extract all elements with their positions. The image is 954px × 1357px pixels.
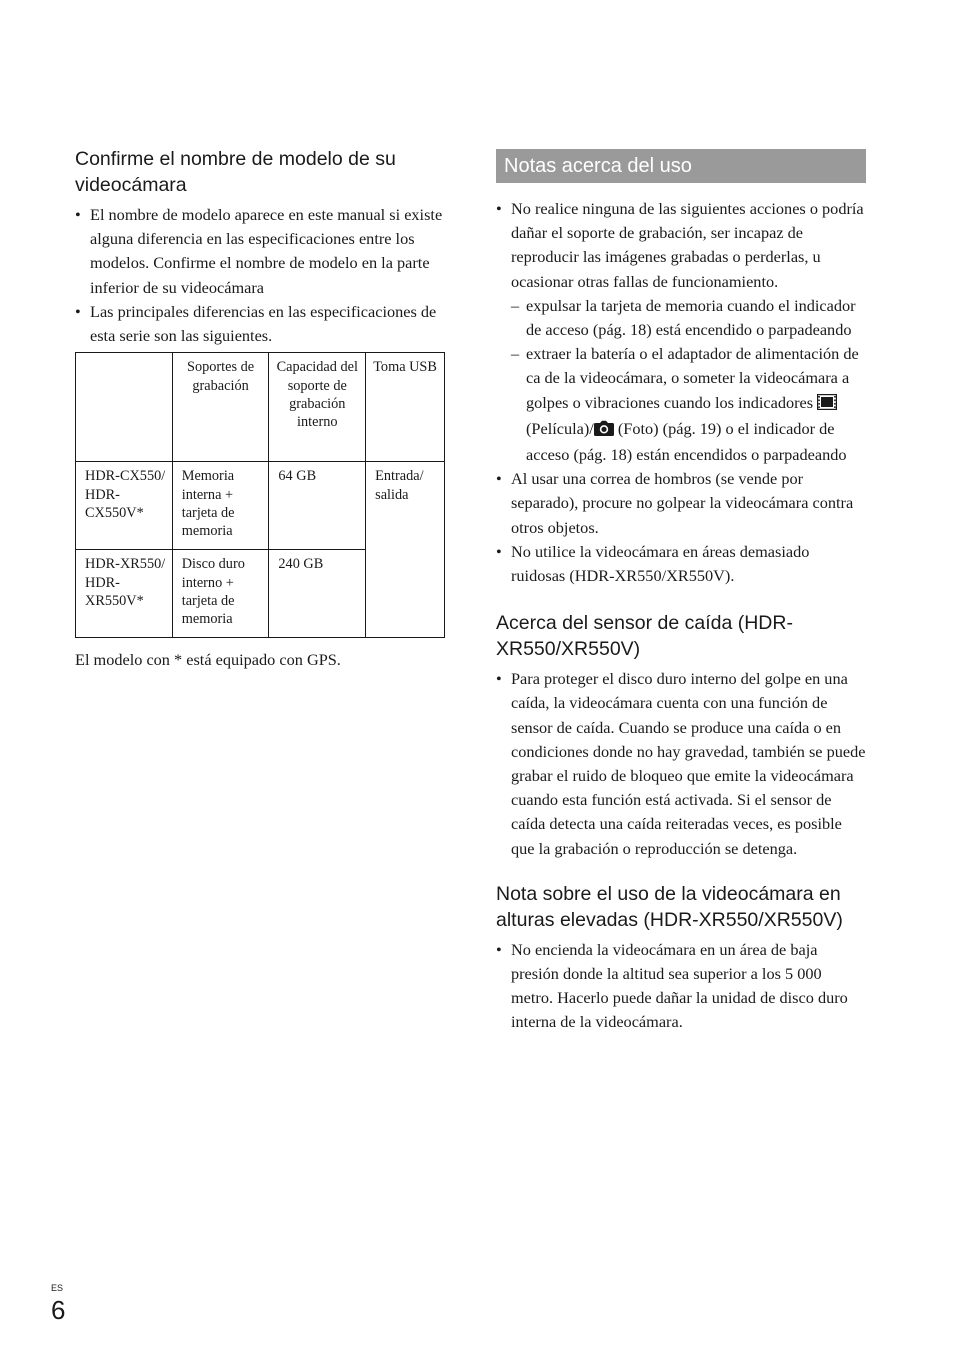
section-heading-model: Confirme el nombre de modelo de su videocámara xyxy=(75,148,396,196)
list-item-text: No realice ninguna de las siguientes acciones o podría dañar el soporte de grabación, ser incapaz de reproducir las imágenes grabadas o perderlas, u ocasionar otras fallas de funcionamiento. xyxy=(511,199,864,291)
dash-text: (Foto) (pág. 19) o el indicador de acceso (pág. 18) están encendidos o parpadeando xyxy=(526,418,847,465)
table-header-cell: Toma USB xyxy=(366,353,445,462)
list-item: • Para proteger el disco duro interno del golpe en una caída, la videocámara cuenta con una función de sensor de caída. Cuando se produce una caída o en condiciones donde no hay gravedad, también se puede grabar el ruido de bloqueo que emite la videocámara cuando esta función está activada. Si el sensor de caída detecta una caída reiteradas veces, es posible que la grabación o reproducción se detenga. xyxy=(496,667,866,861)
list-item xyxy=(496,197,866,467)
section-banner: Notas acerca del uso xyxy=(496,149,866,183)
left-column xyxy=(75,146,445,672)
camera-icon xyxy=(594,419,614,443)
table-header-cell: Soportes de grabación xyxy=(172,353,269,462)
gps-note: El modelo con * está equipado con GPS. xyxy=(75,650,341,670)
table-row xyxy=(76,462,445,550)
right-column xyxy=(496,149,866,1035)
table-cell-capacity: 64 GB xyxy=(269,462,366,550)
model-bullet-list xyxy=(75,203,445,348)
table-cell-media: Disco duro interno + tarjeta de memoria xyxy=(172,550,269,638)
dash-text: extraer la batería o el adaptador de alimentación de ca de la videocámara, o someter la videocámara a golpes o vibraciones cuando los indicadores xyxy=(526,344,859,412)
language-code: ES xyxy=(51,1283,64,1293)
page-footer xyxy=(51,1283,65,1325)
table-cell-media: Memoria interna + tarjeta de memoria xyxy=(172,462,269,550)
dash-list xyxy=(511,294,866,467)
list-item: • Las principales diferencias en las especificaciones de esta serie son las siguientes. xyxy=(75,300,445,348)
section-heading-altitude: Nota sobre el uso de la videocámara en alturas elevadas (HDR-XR550/XR550V) xyxy=(496,882,843,931)
section-heading-fall-sensor: Acerca del sensor de caída (HDR-XR550/XR550V) xyxy=(496,612,793,661)
list-item: • Al usar una correa de hombros (se vende por separado), procure no golpear la videocámara contra otros objetos. xyxy=(496,467,866,540)
table-cell-model: HDR-XR550/ HDR-XR550V* xyxy=(76,550,173,638)
list-item: • No encienda la videocámara en un área de baja presión donde la altitud sea superior a los 5 000 metro. Hacerlo puede dañar la unidad de disco duro interna de la videocámara. xyxy=(496,938,866,1035)
table-header-cell xyxy=(76,353,173,462)
table-cell-usb: Entrada/ salida xyxy=(366,462,445,638)
table-header-cell: Capacidad del soporte de grabación interno xyxy=(269,353,366,462)
list-item: • No utilice la videocámara en áreas demasiado ruidosas (HDR-XR550/XR550V). xyxy=(496,540,866,588)
movie-film-icon xyxy=(817,393,837,417)
fall-sensor-list xyxy=(496,667,866,861)
spec-table xyxy=(75,352,445,638)
altitude-list xyxy=(496,938,866,1035)
usage-notes-list xyxy=(496,197,866,588)
dash-text: (Película)/ xyxy=(526,418,594,438)
list-item: • El nombre de modelo aparece en este manual si existe alguna diferencia en las especificaciones entre los modelos. Confirme el nombre de modelo en la parte inferior de su videocámara xyxy=(75,203,445,300)
table-cell-model: HDR-CX550/ HDR-CX550V* xyxy=(76,462,173,550)
table-header-row xyxy=(76,353,445,462)
page-number: 6 xyxy=(51,1295,66,1325)
dash-item: – expulsar la tarjeta de memoria cuando el indicador de acceso (pág. 18) está encendido o parpadeando xyxy=(511,294,866,342)
dash-item xyxy=(511,342,866,467)
table-cell-capacity: 240 GB xyxy=(269,550,366,638)
